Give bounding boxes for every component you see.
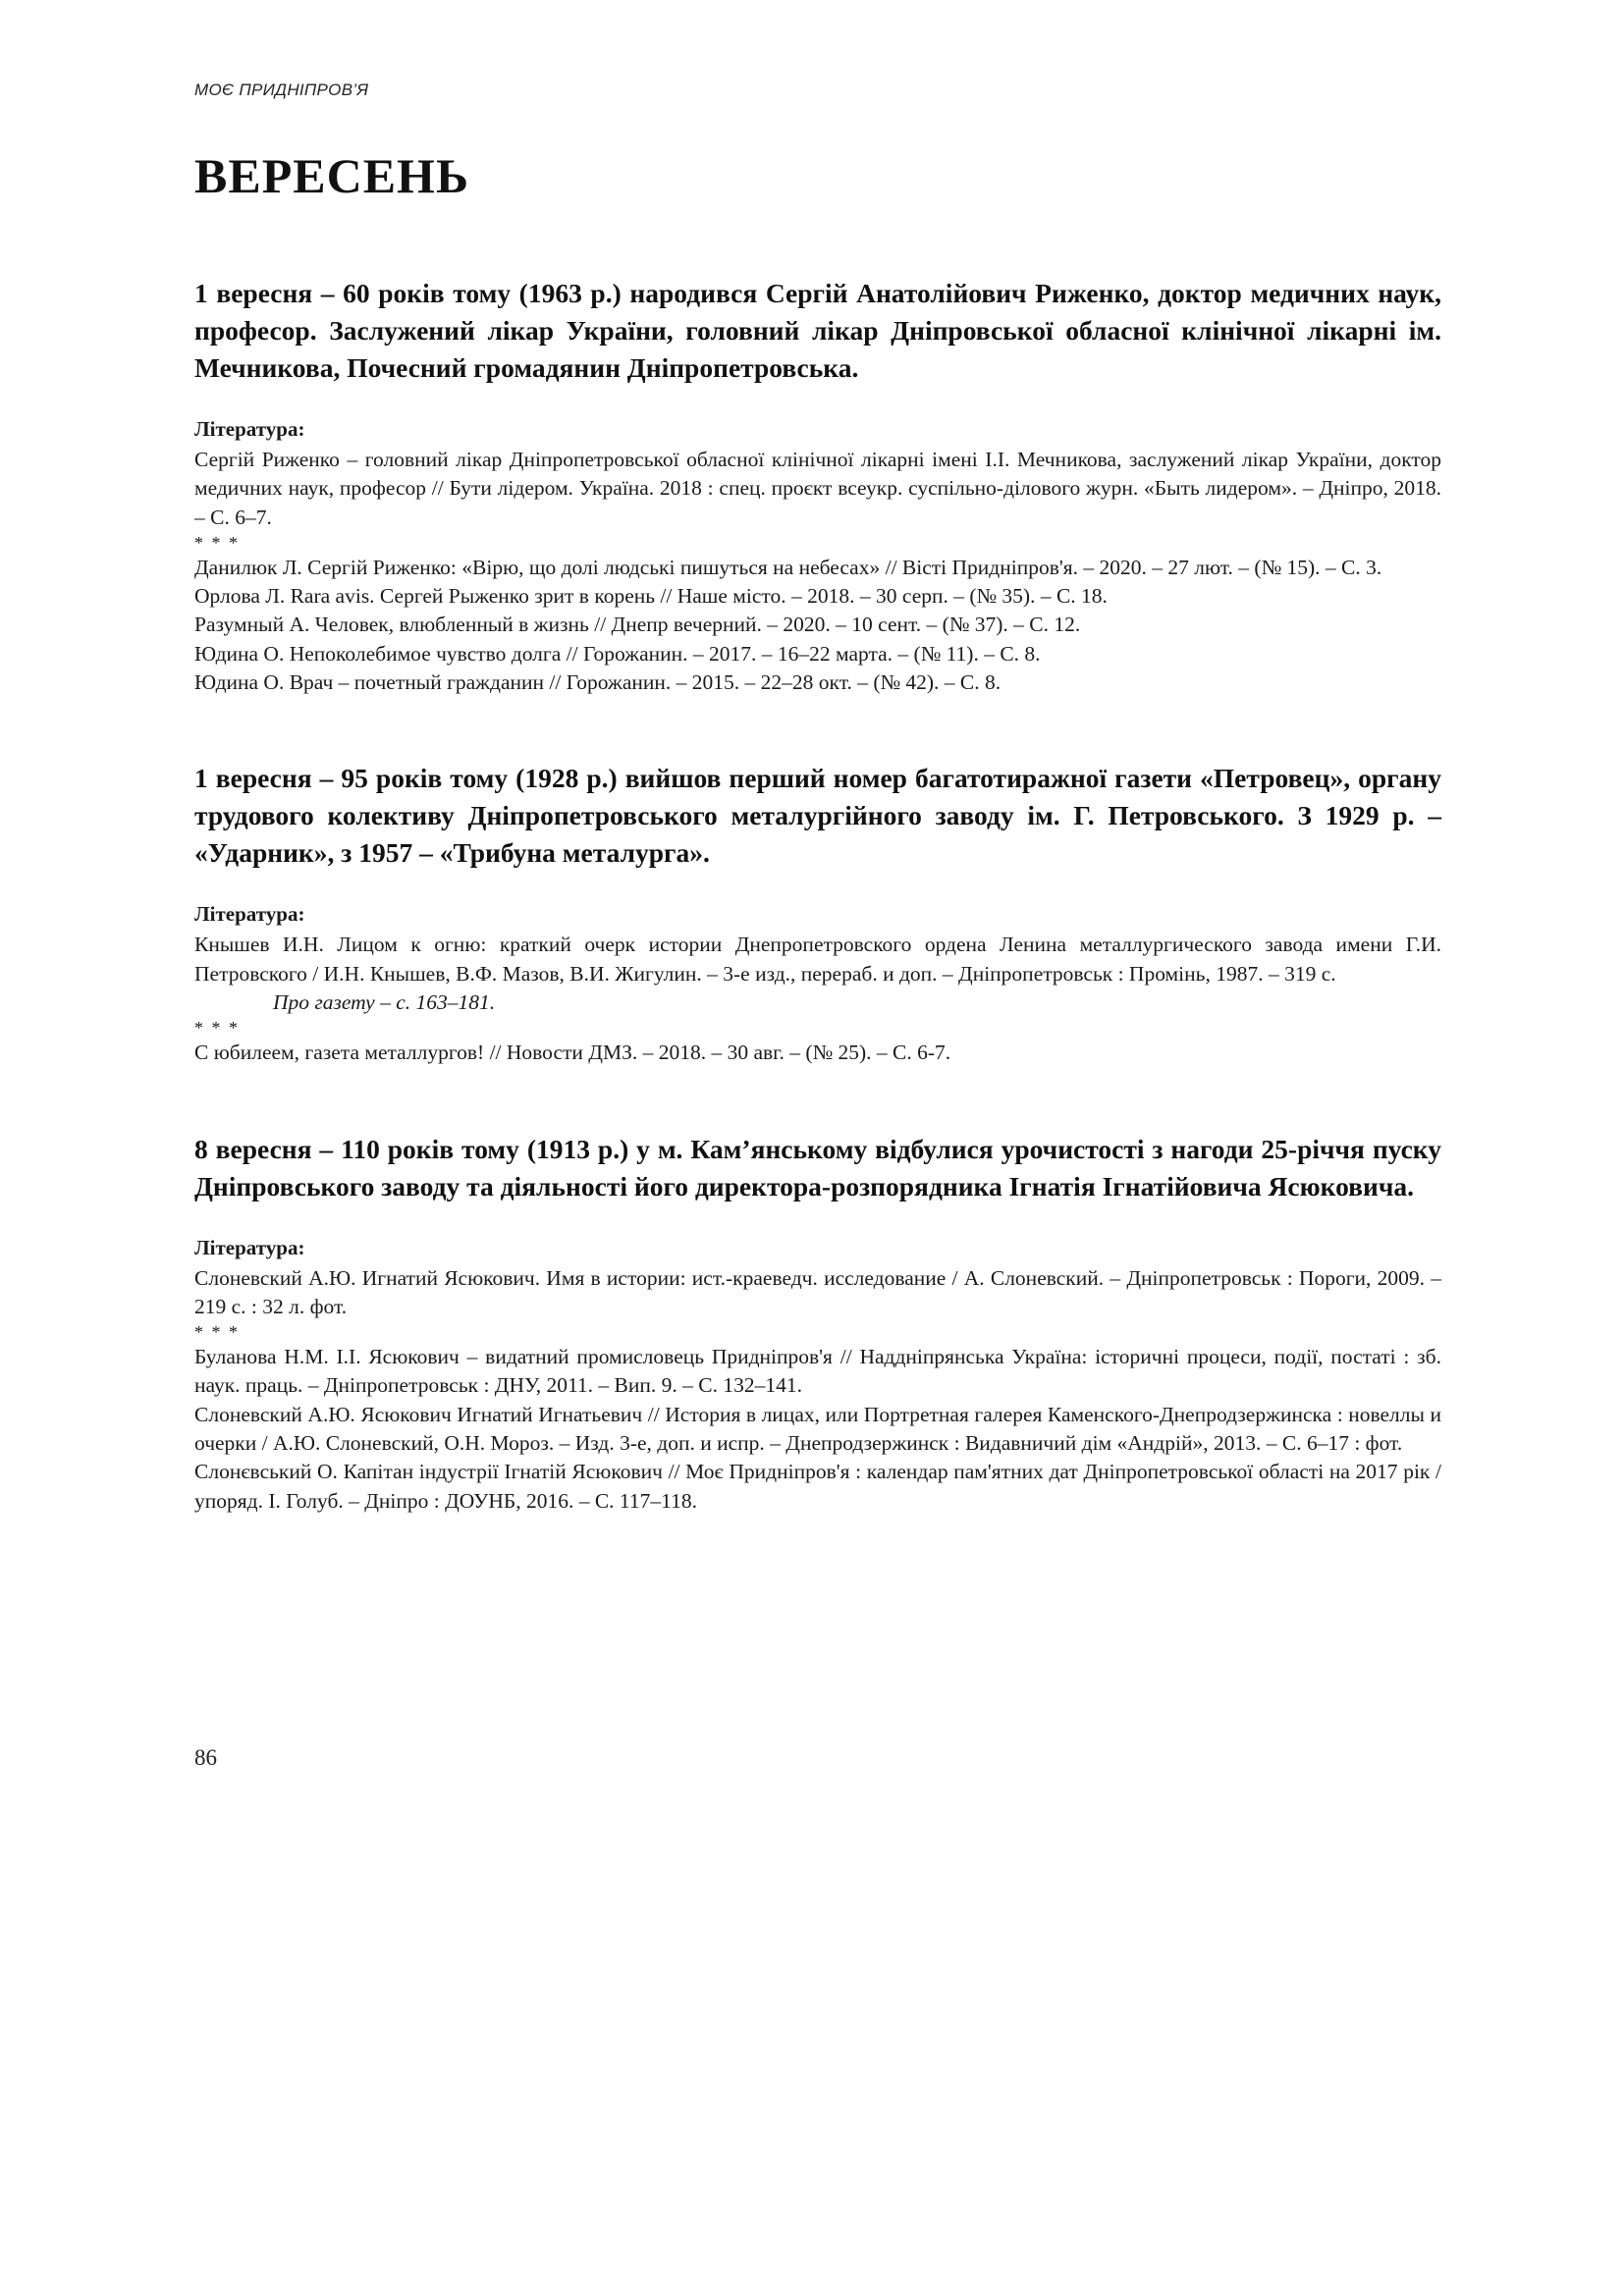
running-head: МОЄ ПРИДНІПРОВ’Я [194, 80, 369, 99]
literature-label: Література: [194, 1235, 305, 1259]
entry-heading: 1 вересня – 95 років тому (1928 р.) вийшов перший номер багатотиражної газети «Петровец», органу трудового колективу Дніпропетровського металургійного заводу ім. Г. Петровського. З 1929 р. – «Ударник», з 1957 – «Трибуна металурга». [194, 763, 1441, 869]
literature-label: Література: [194, 417, 305, 441]
reference: Орлова Л. Rara avis. Сергей Рыженко зрит в корень // Наше місто. – 2018. – 30 серп. – (№ 35). – С. 18. [194, 584, 1108, 609]
entry-3 [194, 1131, 1441, 1516]
reference: Кнышев И.Н. Лицом к огню: краткий очерк истории Днепропетровского ордена Ленина металлургического завода имени Г.И. Петровского / И.Н. Кнышев, В.Ф. Мазов, В.И. Жигулин. – 3-е изд., перераб. и доп. – Дніпропетровськ : Промінь, 1987. – 319 с. [194, 933, 1441, 986]
separator: * * * [194, 1018, 240, 1039]
entry-2 [194, 760, 1441, 1067]
entry-heading: 8 вересня – 110 років тому (1913 р.) у м. Кам’янському відбулися урочистості з нагоди 25-річчя пуску Дніпровського заводу та діяльності його директора-розпорядника Ігнатія Ігнатійовича Ясюковича. [194, 1133, 1441, 1201]
reference: Слоневский А.Ю. Игнатий Ясюкович. Имя в истории: ист.-краеведч. исследование / А. Слоневский. – Дніпропетровськ : Пороги, 2009. – 219 с. : 32 л. фот. [194, 1265, 1441, 1318]
entry-heading: 1 вересня – 60 років тому (1963 р.) народився Сергій Анатолійович Риженко, доктор медичних наук, професор. Заслужений лікар України, головний лікар Дніпровської обласної клінічної лікарні ім. Мечникова, Почесний громадянин Дніпропетровська. [194, 278, 1441, 383]
reference: С юбилеем, газета металлургов! // Новости ДМЗ. – 2018. – 30 авг. – (№ 25). – С. 6-7. [194, 1041, 951, 1065]
content [194, 275, 1441, 1578]
reference: Юдина О. Непоколебимое чувство долга // Горожанин. – 2017. – 16–22 марта. – (№ 11). – С. 8. [194, 641, 1041, 666]
reference: Слоневский А.Ю. Ясюкович Игнатий Игнатьевич // История в лицах, или Портретная галерея Каменского-Днепродзержинска : новеллы и очерки / А.Ю. Слоневский, О.Н. Мороз. – Изд. 3-е, доп. и испр. – Днепродзержинск : Видавничий дім «Андрій», 2013. – С. 6–17 : фот. [194, 1402, 1441, 1456]
reference: Сергій Риженко – головний лікар Дніпропетровської обласної клінічної лікарні імені І.І. Мечникова, заслужений лікар України, доктор медичних наук, професор // Бути лідером. Україна. 2018 : спец. проєкт всеукр. суспільно-ділового журн. «Быть лидером». – Дніпро, 2018. – С. 6–7. [194, 448, 1441, 529]
entry-1 [194, 275, 1441, 697]
literature-label: Література: [194, 902, 305, 927]
separator: * * * [194, 1322, 240, 1343]
separator: * * * [194, 532, 240, 553]
reference: Слонєвський О. Капітан індустрії Ігнатій Ясюкович // Моє Придніпров'я : календар пам'ятних дат Дніпропетровської області на 2017 рік / упоряд. І. Голуб. – Дніпро : ДОУНБ, 2016. – С. 117–118. [194, 1460, 1441, 1513]
reference: Буланова Н.М. І.І. Ясюкович – видатний промисловець Придніпров'я // Наддніпрянська Україна: історичні процеси, події, постаті : зб. наук. праць. – Дніпропетровськ : ДНУ, 2011. – Вип. 9. – С. 132–141. [194, 1345, 1441, 1398]
reference: Юдина О. Врач – почетный гражданин // Горожанин. – 2015. – 22–28 окт. – (№ 42). – С. 8. [194, 670, 1001, 695]
reference: Разумный А. Человек, влюбленный в жизнь // Днепр вечерний. – 2020. – 10 сент. – (№ 37). – С. 12. [194, 613, 1081, 637]
reference-note: Про газету – с. 163–181. [273, 989, 496, 1014]
page-number: 86 [194, 1745, 217, 1770]
reference: Данилюк Л. Сергій Риженко: «Вірю, що долі людські пишуться на небесах» // Вісті Придніпров'я. – 2020. – 27 лют. – (№ 15). – С. 3. [194, 555, 1382, 579]
month-title: ВЕРЕСЕНЬ [194, 148, 469, 203]
